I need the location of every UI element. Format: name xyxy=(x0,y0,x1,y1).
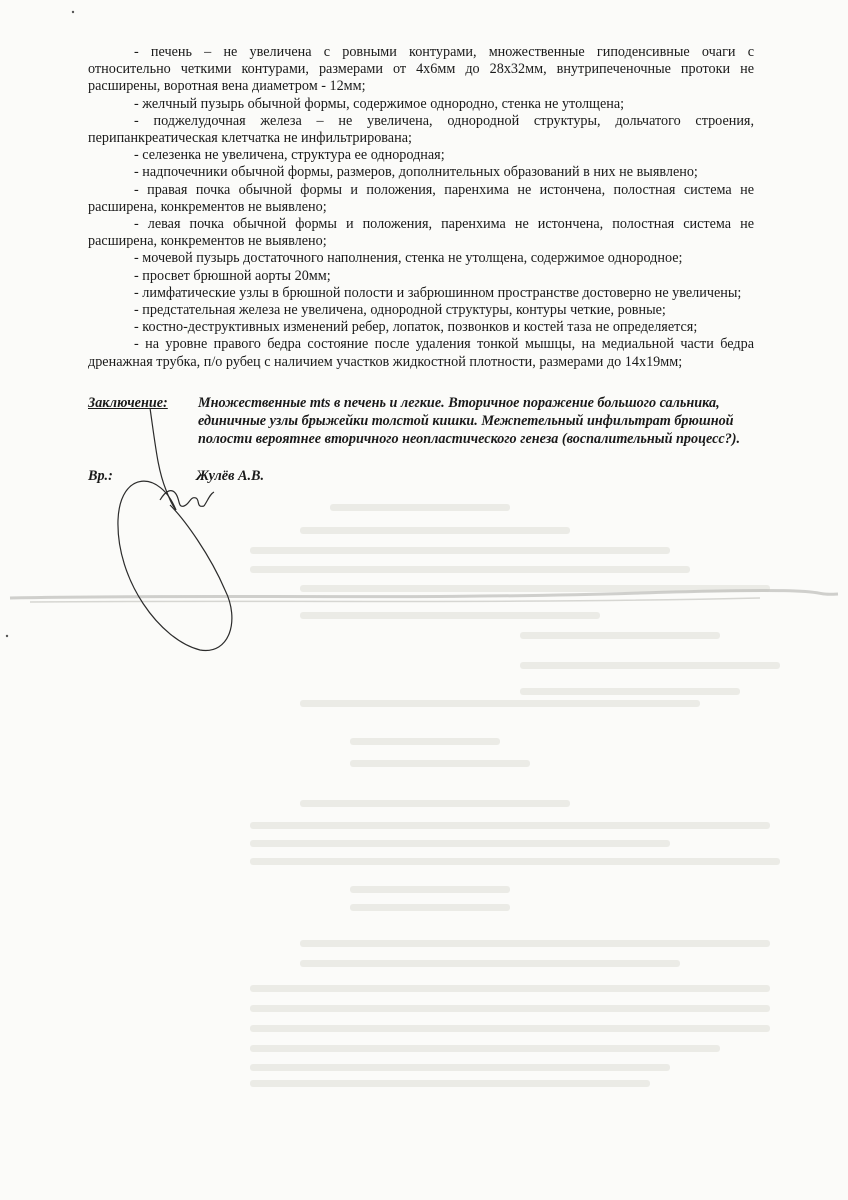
finding-line: расширены, воротная вена диаметром - 12мм; xyxy=(88,78,366,95)
finding-line: относительно четкими контурами, размерами от 4х6мм до 28х32мм, внутрипеченочные протоки не xyxy=(88,61,754,78)
doctor-label: Вр.: xyxy=(88,468,113,484)
conclusion-line: Множественные mts в печень и легкие. Вторичное поражение большого сальника, xyxy=(198,395,720,411)
finding-line: - мочевой пузырь достаточного наполнения, стенка не утолщена, содержимое однородное; xyxy=(134,250,683,267)
finding-line: - правая почка обычной формы и положения, паренхима не истончена, полостная система не xyxy=(134,181,754,198)
finding-line: - предстательная железа не увеличена, однородной структуры, контуры четкие, ровные; xyxy=(134,302,666,319)
paper-speck xyxy=(72,11,74,13)
handwritten-signature xyxy=(118,408,232,650)
conclusion-label: Заключение: xyxy=(88,395,168,411)
finding-line: - поджелудочная железа – не увеличена, однородной структуры, дольчатого строения, xyxy=(134,112,754,129)
paper-speck xyxy=(6,635,8,637)
finding-line: - селезенка не увеличена, структура ее однородная; xyxy=(134,147,445,164)
finding-line: - лимфатические узлы в брюшной полости и забрюшинном пространстве достоверно не увеличены; xyxy=(134,284,742,301)
finding-line: перипанкреатическая клетчатка не инфильтрирована; xyxy=(88,130,412,147)
finding-line: расширена, конкрементов не выявлено; xyxy=(88,198,327,215)
finding-line: - просвет брюшной аорты 20мм; xyxy=(134,267,331,284)
finding-line: - надпочечники обычной формы, размеров, дополнительных образований в них не выявлено; xyxy=(134,164,698,181)
doctor-name: Жулёв А.В. xyxy=(196,468,264,484)
conclusion-line: полости вероятнее вторичного неопластического генеза (воспалительный процесс?). xyxy=(198,431,741,447)
finding-line: расширена, конкрементов не выявлено; xyxy=(88,233,327,250)
finding-line: - левая почка обычной формы и положения, паренхима не истончена, полостная система не xyxy=(134,216,754,233)
finding-line: - печень – не увеличена с ровными контурами, множественные гиподенсивные очаги с xyxy=(134,44,754,60)
scan-streak xyxy=(10,590,838,598)
finding-line: - на уровне правого бедра состояние после удаления тонкой мышцы, на медиальной части бедра xyxy=(134,336,754,353)
finding-line: - желчный пузырь обычной формы, содержимое однородно, стенка не утолщена; xyxy=(134,95,625,112)
finding-line: - костно-деструктивных изменений ребер, лопаток, позвонков и костей таза не определяется; xyxy=(134,319,698,336)
conclusion-line: единичные узлы брыжейки толстой кишки. Межпетельный инфильтрат брюшной xyxy=(198,413,734,429)
finding-line: дренажная трубка, п/о рубец с наличием участков жидкостной плотности, размерами до 14х19мм; xyxy=(88,353,683,370)
